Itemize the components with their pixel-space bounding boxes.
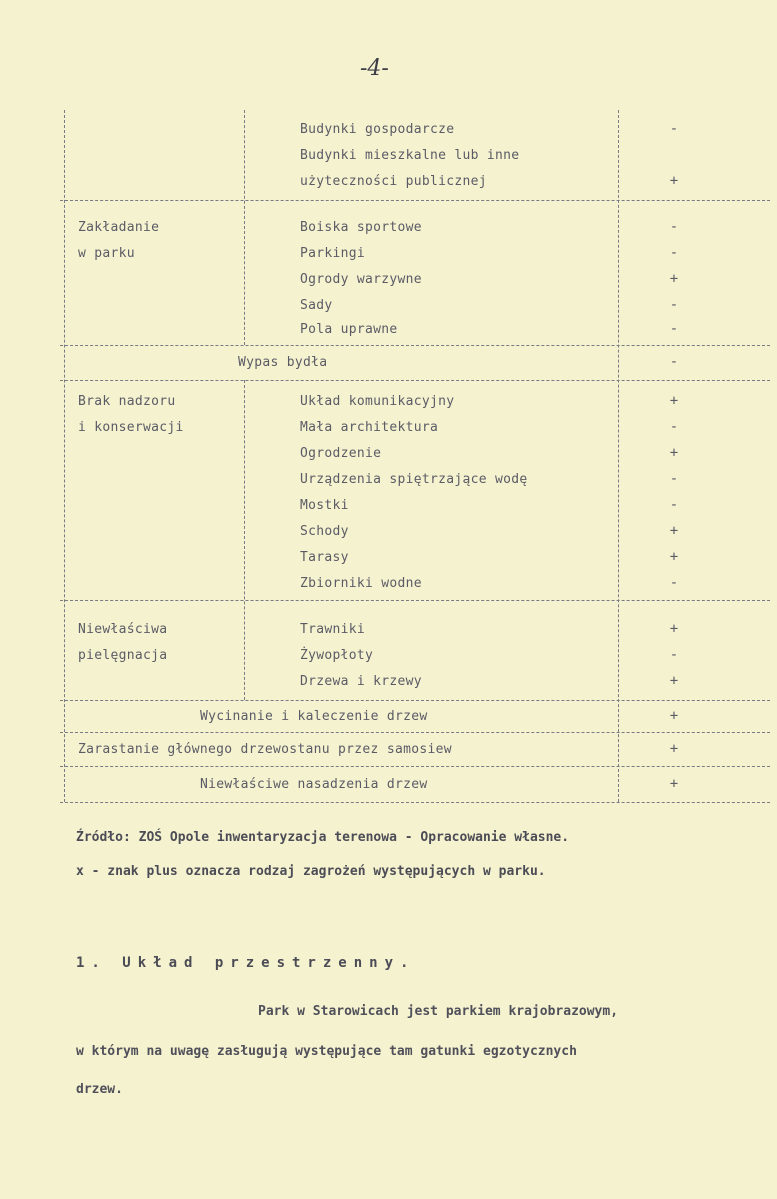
paragraph-line: w którym na uwagę zasługują występujące tam gatunki egzotycznych xyxy=(76,1044,577,1059)
row-sign: - xyxy=(669,497,679,513)
threats-table xyxy=(60,110,770,810)
row-sign: + xyxy=(669,445,679,461)
row-sign: + xyxy=(669,549,679,565)
table-column-divider xyxy=(244,110,245,345)
row-sign: - xyxy=(669,297,679,313)
row-sign: - xyxy=(669,647,679,663)
row-label: Niewłaściwe nasadzenia drzew xyxy=(200,777,428,792)
row-sign: - xyxy=(669,245,679,261)
table-rule xyxy=(60,200,770,201)
row-label: użyteczności publicznej xyxy=(300,174,487,189)
category-label: Niewłaściwa xyxy=(78,622,168,637)
footnote: x - znak plus oznacza rodzaj zagrożeń występujących w parku. xyxy=(76,864,546,879)
category-label: i konserwacji xyxy=(78,420,184,435)
table-sign-divider xyxy=(618,110,619,802)
row-label: Zbiorniki wodne xyxy=(300,576,422,591)
row-label: Tarasy xyxy=(300,550,349,565)
table-rule xyxy=(60,732,770,733)
row-label: Sady xyxy=(300,298,333,313)
row-sign: + xyxy=(669,393,679,409)
category-label: pielęgnacja xyxy=(78,648,168,663)
row-sign: + xyxy=(669,673,679,689)
table-rule xyxy=(60,700,770,701)
table-border-left xyxy=(64,110,65,802)
table-rule xyxy=(60,380,770,381)
row-label: Urządzenia spiętrzające wodę xyxy=(300,472,528,487)
row-sign: + xyxy=(669,621,679,637)
row-label: Wypas bydła xyxy=(238,355,328,370)
row-label: Budynki mieszkalne lub inne xyxy=(300,148,520,163)
row-label: Ogrody warzywne xyxy=(300,272,422,287)
row-label: Mała architektura xyxy=(300,420,439,435)
row-label: Zarastanie głównego drzewostanu przez samosiew xyxy=(78,742,452,757)
row-sign: + xyxy=(669,271,679,287)
row-label: Boiska sportowe xyxy=(300,220,422,235)
row-sign: + xyxy=(669,776,679,792)
row-sign: - xyxy=(669,575,679,591)
row-sign: + xyxy=(669,173,679,189)
row-sign: - xyxy=(669,321,679,337)
row-sign: + xyxy=(669,708,679,724)
row-sign: - xyxy=(669,471,679,487)
row-label: Żywopłoty xyxy=(300,648,374,663)
row-sign: - xyxy=(669,354,679,370)
row-label: Budynki gospodarcze xyxy=(300,122,455,137)
paragraph-line: Park w Starowicach jest parkiem krajobrazowym, xyxy=(258,1004,619,1019)
row-label: Trawniki xyxy=(300,622,366,637)
row-sign: + xyxy=(669,523,679,539)
table-rule xyxy=(60,802,770,803)
row-label: Drzewa i krzewy xyxy=(300,674,422,689)
table-rule xyxy=(60,600,770,601)
paragraph-line: drzew. xyxy=(76,1082,123,1097)
row-label: Układ komunikacyjny xyxy=(300,394,455,409)
row-sign: - xyxy=(669,219,679,235)
category-label: w parku xyxy=(78,246,135,261)
table-rule xyxy=(60,345,770,346)
page-number: -4- xyxy=(360,56,389,81)
row-sign: + xyxy=(669,741,679,757)
table-column-divider xyxy=(244,380,245,700)
table-rule xyxy=(60,766,770,767)
row-label: Schody xyxy=(300,524,349,539)
row-label: Ogrodzenie xyxy=(300,446,382,461)
row-label: Parkingi xyxy=(300,246,366,261)
row-label: Pola uprawne xyxy=(300,322,398,337)
row-label: Wycinanie i kaleczenie drzew xyxy=(200,709,428,724)
category-label: Zakładanie xyxy=(78,220,160,235)
row-label: Mostki xyxy=(300,498,349,513)
row-sign: - xyxy=(669,419,679,435)
section-heading: 1. Układ przestrzenny. xyxy=(76,955,416,971)
row-sign: - xyxy=(669,121,679,137)
source-note: Źródło: ZOŚ Opole inwentaryzacja terenowa - Opracowanie własne. xyxy=(76,830,570,845)
category-label: Brak nadzoru xyxy=(78,394,176,409)
